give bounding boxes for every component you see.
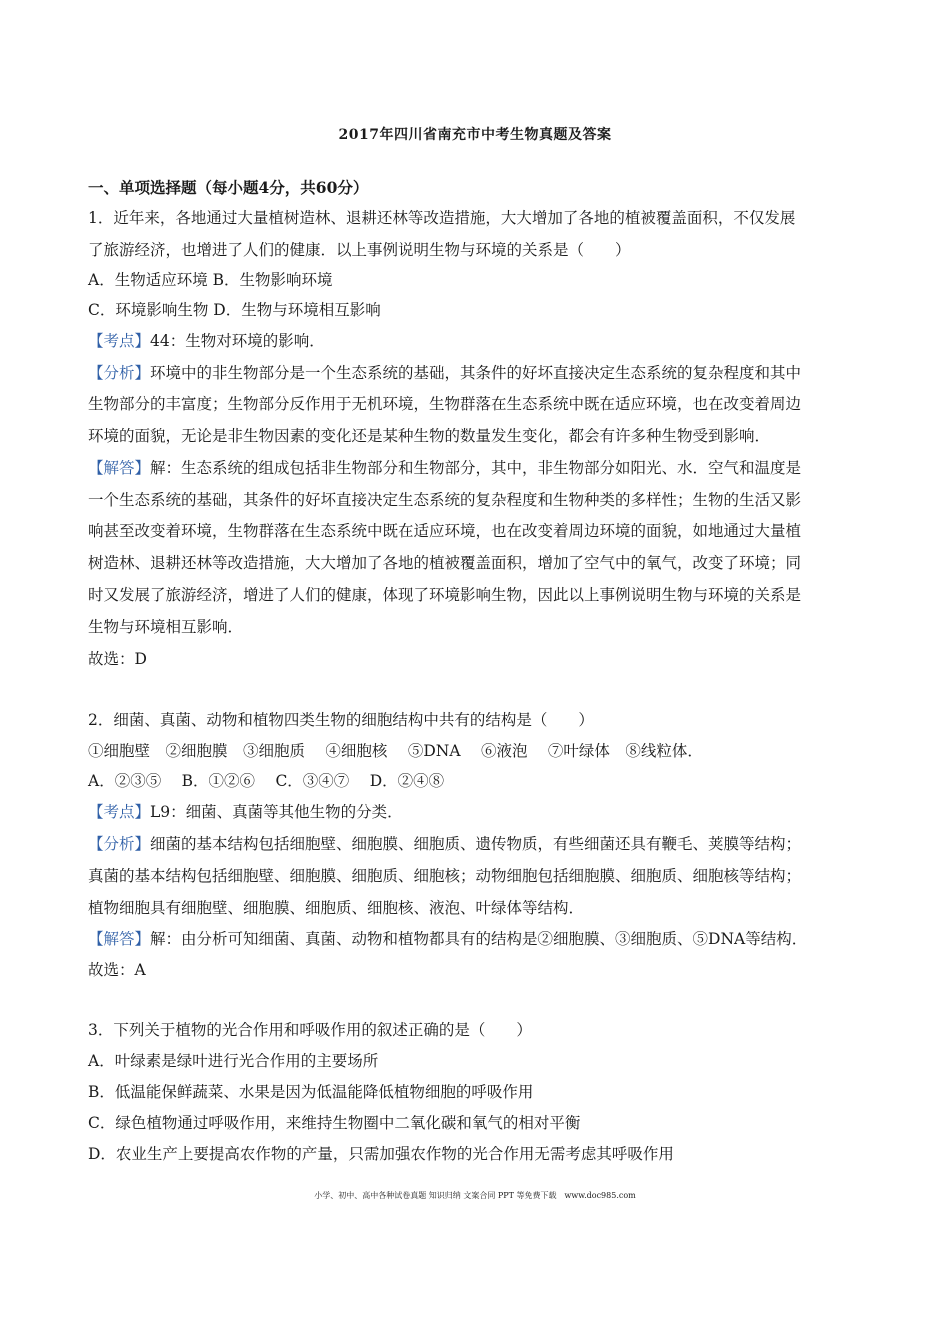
- kaodian-tag: 【考点】: [88, 803, 151, 821]
- question-2-jieda: [88, 927, 807, 951]
- question-3-option-b: B．低温能保鲜蔬菜、水果是因为低温能降低植物细胞的呼吸作用: [88, 1083, 534, 1101]
- question-1-jieda-line-2: 一个生态系统的基础，其条件的好坏直接决定生态系统的复杂程度和生物种类的多样性；生物的生活又影: [88, 491, 802, 509]
- question-2-items: ①细胞壁 ②细胞膜 ③细胞质 ④细胞核 ⑤DNA ⑥液泡 ⑦叶绿体 ⑧线粒体．: [88, 742, 703, 760]
- question-1-jieda-line-4: 树造林、退耕还林等改造措施，大大增加了各地的植被覆盖面积，增加了空气中的氧气，改变了环境；同: [88, 554, 802, 572]
- question-2-line-1: 2．细菌、真菌、动物和植物四类生物的细胞结构中共有的结构是（ ）: [88, 711, 594, 729]
- section-heading: 一、单项选择题（每小题4分，共60分）: [88, 178, 369, 197]
- question-2-fenxi: [88, 832, 801, 856]
- question-2-fenxi-line-2: 真菌的基本结构包括细胞壁、细胞膜、细胞质、细胞核；动物细胞包括细胞膜、细胞质、细胞核等结构；: [88, 867, 802, 885]
- question-1-jieda-line-6: 生物与环境相互影响．: [88, 618, 244, 636]
- document-title: 2017年四川省南充市中考生物真题及答案: [338, 127, 612, 143]
- question-2-kaodian: [88, 800, 403, 824]
- kaodian-text: L9：细菌、真菌等其他生物的分类．: [150, 803, 403, 821]
- question-1-fenxi-line-3: 环境的面貌，无论是非生物因素的变化还是某种生物的数量发生变化，都会有许多种生物受到影响．: [88, 427, 771, 445]
- question-3-line-1: 3．下列关于植物的光合作用和呼吸作用的叙述正确的是（ ）: [88, 1021, 532, 1039]
- question-1-jieda-line-3: 响甚至改变着环境，生物群落在生态系统中既在适应环境，也在改变着周边环境的面貌，如地通过大量植: [88, 522, 802, 540]
- question-3-option-a: A．叶绿素是绿叶进行光合作用的主要场所: [88, 1052, 379, 1070]
- jieda-tag: 【解答】: [88, 459, 151, 477]
- fenxi-text: 环境中的非生物部分是一个生态系统的基础，其条件的好坏直接决定生态系统的复杂程度和其中: [150, 364, 802, 382]
- jieda-text: 解：生态系统的组成包括非生物部分和生物部分，其中，非生物部分如阳光、水．空气和温度是: [150, 459, 802, 477]
- kaodian-tag: 【考点】: [88, 332, 151, 350]
- page-footer: 小学、初中、高中各种试卷真题 知识归纳 文案合同 PPT 等免费下载 www.doc985.com: [314, 1191, 636, 1200]
- question-3-option-d: D．农业生产上要提高农作物的产量，只需加强农作物的光合作用无需考虑其呼吸作用: [88, 1145, 674, 1163]
- question-2-answer: 故选：A: [88, 961, 146, 979]
- question-1-option-ab: A．生物适应环境 B．生物影响环境: [88, 271, 333, 289]
- question-1-jieda-line-5: 时又发展了旅游经济，增进了人们的健康，体现了环境影响生物，因此以上事例说明生物与环境的关系是: [88, 586, 802, 604]
- fenxi-tag: 【分析】: [88, 835, 151, 853]
- question-3-option-c: C．绿色植物通过呼吸作用，来维持生物圈中二氧化碳和氧气的相对平衡: [88, 1114, 581, 1132]
- question-1-option-cd: C．环境影响生物 D．生物与环境相互影响: [88, 301, 381, 319]
- question-1-fenxi: [88, 361, 801, 385]
- question-1-answer: 故选：D: [88, 650, 147, 668]
- jieda-tag: 【解答】: [88, 930, 151, 948]
- fenxi-tag: 【分析】: [88, 364, 151, 382]
- kaodian-text: 44：生物对环境的影响．: [150, 332, 325, 350]
- question-1-fenxi-line-2: 生物部分的丰富度；生物部分反作用于无机环境，生物群落在生态系统中既在适应环境，也在改变着周边: [88, 395, 802, 413]
- question-1-jieda: [88, 456, 801, 480]
- question-2-options: A．②③⑤ B．①②⑥ C．③④⑦ D．②④⑧: [88, 772, 445, 790]
- question-1-kaodian: [88, 329, 325, 353]
- question-1-line-1: 1．近年来，各地通过大量植树造林、退耕还林等改造措施，大大增加了各地的植被覆盖面积，不仅发展: [88, 209, 796, 227]
- question-1-line-2: 了旅游经济，也增进了人们的健康．以上事例说明生物与环境的关系是（ ）: [88, 241, 631, 259]
- jieda-text: 解：由分析可知细菌、真菌、动物和植物都具有的结构是②细胞膜、③细胞质、⑤DNA等结构．: [150, 930, 808, 948]
- question-2-fenxi-line-3: 植物细胞具有细胞壁、细胞膜、细胞质、细胞核、液泡、叶绿体等结构．: [88, 899, 585, 917]
- fenxi-text: 细菌的基本结构包括细胞壁、细胞膜、细胞质、遗传物质，有些细菌还具有鞭毛、荚膜等结构；: [150, 835, 802, 853]
